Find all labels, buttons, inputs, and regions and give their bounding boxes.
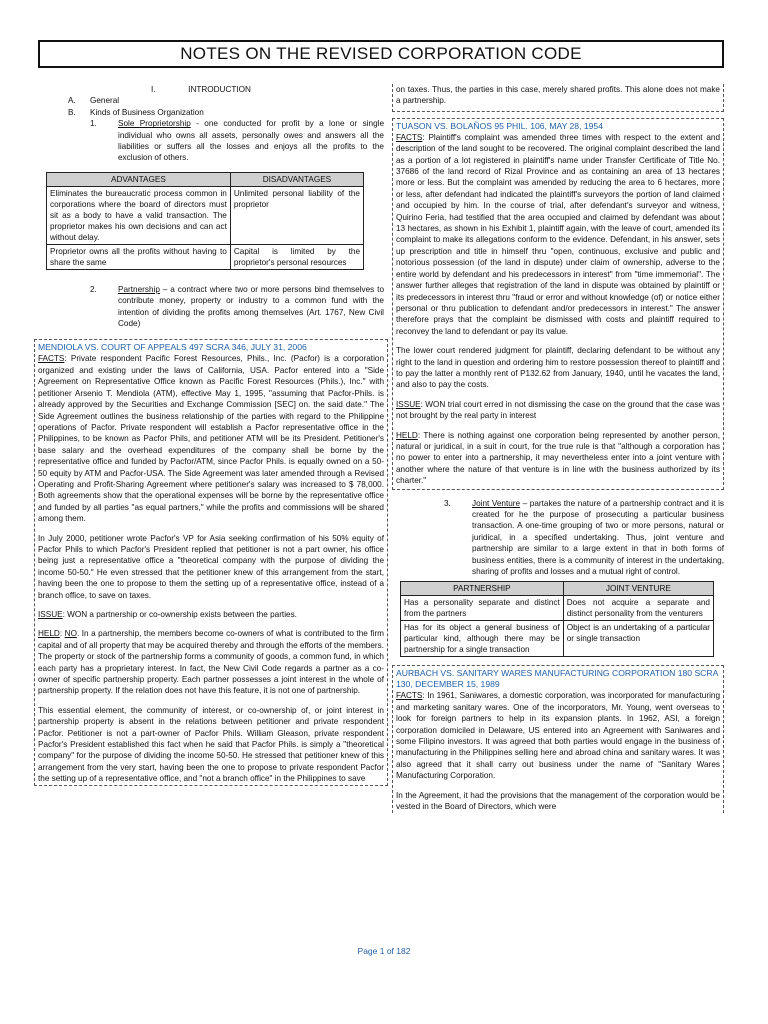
table-header: ADVANTAGES [47, 172, 231, 186]
case-title: MENDIOLA VS. COURT OF APPEALS 497 SCRA 346, JULY 31, 2006 [38, 342, 307, 353]
held-text: . In a partnership, the members become co-owners of what is contributed to the firm capital and of all property that may be acquired thereby and through the efforts of the members. The property or stock of the partnership forms a community of goods, a common fund, in which each party has a proprietary interest. In fact, the New Civil Code regards a partner as a co-owner of specific partnership property. Each partner possesses a joint interest in the whole of partnership property. If the relation does not have this feature, it is not one of partnership. [38, 629, 384, 696]
held-text: : There is nothing against one corporation being represented by another person, natural or juridical, in a suit in court, for the true rule is that "although a corporation has no power to enter into a partnership, it may nevertheless enter into a joint venture with another where the nature of that venture is in line with the business authorized by its charter." [396, 430, 720, 486]
facts-text: : Private respondent Pacific Forest Resources, Phils., Inc. (Pacfor) is a corporation organized and existing under the laws of California, USA. Pacfor entered into a "Side Agreement on Representative Office known as Pacific Forest Resources (Phils.), Inc." with petitioner Arsenio T. Mendiola (ATM), effective May 1, 1995, "assuming that Pacfor-Phils. is already approved by the Securities and Exchange Commission [SEC] on. the said date." The Side Agreement outlines the business relationship of the parties with regard to the Philippine operations of Pacfor. Private respondent will establish a Pacfor representative office in the Philippines, to be known as Pacfor Phils, and petitioner ATM will be its President. Petitioner's base salary and the overhead expenditures of the company shall be borne by the representative office and funded by Pacfor/ATM, since Pacfor Phils. is equally owned on a 50-50 equity by ATM and Pacfor-USA. The Side Agreement was later amended through a Revised Operating and Profit-Sharing Agreement where petitioner's salary was increased to $ 78,000. Both agreements show that the operational expenses will be borne by the representative office and funded by all parties "as equal partners," while the profits and commissions will be shared among them. [38, 354, 384, 524]
issue-text: : WON trial court erred in not dismissing the case on the ground that the case was not brought by the real party in interest [396, 399, 720, 421]
issue-label: ISSUE [38, 610, 63, 619]
table-cell: Object is an undertaking of a particular or single transaction [563, 621, 713, 657]
table-header-row [47, 172, 364, 186]
item-body [472, 498, 724, 578]
item-body [118, 284, 384, 330]
outline-numeral: I. [151, 85, 156, 94]
table-row [401, 596, 714, 621]
joint-venture-item [392, 498, 724, 578]
table-row [47, 186, 364, 244]
partnership-item [38, 284, 384, 330]
table-cell: Has a personality separate and distinct from the partners [401, 596, 564, 621]
case-issue [38, 609, 384, 620]
page-title: NOTES ON THE REVISED CORPORATION CODE [180, 44, 582, 63]
facts-label: FACTS [396, 691, 423, 701]
title-box [38, 40, 724, 68]
table-cell: Does not acquire a separate and distinct personality from the venturers [563, 596, 713, 621]
jv-table-wrap [400, 581, 714, 657]
outline-b-letter: B. [68, 107, 76, 117]
issue-label: ISSUE [396, 399, 421, 409]
item-body [118, 118, 384, 164]
facts-text: : In 1961, Saniwares, a domestic corporation, was incorporated for manufacturing and marketing sanitary wares. One of the incorporators, Mr. Young, went overseas to look for foreign partners to help in its expansion plants. In 1962, ASI, a foreign corporation domiciled in Delaware, US entered into an Agreement with Saniwares and some Filipino investors. It was agreed that both parties would engage in the business of manufacturing in the Philippines selling here and abroad china and sanitary wares. It was also agreed that it shall carry out business under the name of "Sanitary Wares Manufacturing Corporation. [396, 691, 720, 781]
table-header: PARTNERSHIP [401, 582, 564, 596]
case-held [396, 430, 720, 487]
case-mendiola-continued [392, 84, 724, 112]
case-tuason [392, 118, 724, 490]
case-aurbach [392, 665, 724, 812]
held-label: HELD [38, 629, 60, 639]
outline-a-text: General [90, 96, 120, 106]
held-label: HELD [396, 430, 418, 440]
outline-b [38, 107, 384, 118]
item-number: 2. [90, 284, 97, 294]
case-facts [38, 353, 384, 524]
held-answer: NO [64, 629, 77, 639]
item-text: – a contract where two or more persons bind themselves to contribute money, property or industry to a common fund with the intention of dividing the profits among themselves (Art. 1767, New Civil Code) [118, 284, 384, 329]
advantages-table-wrap [46, 172, 364, 270]
advantages-table [46, 172, 364, 270]
item-text: – partakes the nature of a partnership contract and it is created for he the purpose of prosecuting a particular business transaction. A one-time grouping of two or more persons, natural or juridical, in a specified undertaking. Thus, joint venture and partnership are similar to a large extent in that in both forms of business entities, there is a community of interest in the undertaking, sharing of profits and losses and a mutual right of control. [472, 498, 724, 577]
table-row [47, 244, 364, 269]
item-label: Sole Proprietorship [118, 119, 191, 129]
table-cell: Eliminates the bureaucratic process common in corporations where the board of directors must sit as a body to have a valid transaction. The proprietor makes his own decisions and can act without delay. [47, 186, 231, 244]
table-cell: Capital is limited by the proprietor's personal resources [230, 244, 363, 269]
issue-text: : WON a partnership or co-ownership exists between the parties. [62, 610, 297, 619]
page-number: Page 1 of 182 [357, 946, 411, 956]
case-held: HELD: NO. In a partnership, the members become co-owners of what is contributed to the firm capital and of all property that may be acquired thereby and through the efforts of the members. The property or stock of the partnership forms a community of goods, a common fund, in which each party has a proprietary interest. In fact, the New Civil Code regards a partner as a co-owner of specific partnership property. Each partner possesses a joint interest in the whole of partnership property. If the relation does not have this feature, it is not one of partnership. [38, 629, 384, 696]
case-issue [396, 399, 720, 422]
facts-text: : Plaintiff's complaint was amended three times with respect to the extent and description of the land sought to be recovered. The original complaint described the land as a portion of a lot registered in plaintiff's name under Transfer Certificate of Title No. 37686 of the land record of Rizal Province and as containing an area of 13 hectares more or less. But the complaint was amended by reducing the area to 6 hectares, more or less, after defendant had indicated the plaintiff's surveyors the portion of land claimed and occupied by him. In the course of trial, after defendant's surveyor and witness, Quirino Feria, had testified that the area occupied and claimed by defendant was about 13 hectares, as shown in his Exhibit 1, plaintiff again, with the leave of court, amended its complaint to make its allegations conform to the evidence. Defendant, in his answer, sets up prescription and title in himself thru "open, continuous, exclusive and public and notorious possession (of the land in dispute) under claim of ownership, adverse to the entire world by defendant and his predecessors in interest" from "time immemorial". The answer further alleges that registration of the land in dispute was obtained by plaintiff or its predecessors in interest thru "fraud or error and without knowledge (of) or notice either personal or thru publication to defendant and/or predecessors in interest." The answer therefore prays that the complaint be dismissed with costs and plaintiff required to reconvey the land to defendant or pay its value. [396, 132, 720, 336]
item-number: 3. [444, 498, 451, 508]
case-facts [396, 690, 720, 781]
sole-proprietorship-item [38, 118, 384, 164]
left-column [38, 84, 384, 786]
outline-heading: INTRODUCTION [188, 85, 251, 94]
item-number: 1. [90, 119, 97, 129]
table-header: DISADVANTAGES [230, 172, 363, 186]
case-title: AURBACH VS. SANITARY WARES MANUFACTURING CORPORATION 180 SCRA 130, DECEMBER 15, 1989 [396, 668, 718, 690]
item-label: Joint Venture [472, 498, 521, 508]
right-column [392, 84, 724, 813]
facts-label: FACTS [38, 354, 65, 364]
case-paragraph: on taxes. Thus, the parties in this case, merely shared profits. This alone does not make a partnership. [396, 85, 720, 106]
table-cell: Proprietor owns all the profits without having to share the same [47, 244, 231, 269]
outline-a [38, 95, 384, 106]
table-cell: Unlimited personal liability of the proprietor [230, 186, 363, 244]
outline [38, 84, 384, 118]
table-row [401, 621, 714, 657]
table-cell: Has for its object a general business of particular kind, although there may be partnership for a single transaction [401, 621, 564, 657]
case-mendiola [34, 339, 388, 785]
case-paragraph: In the Agreement, it had the provisions that the management of the corporation would be vested in the Board of Directors, which were [396, 790, 720, 812]
case-paragraph: This essential element, the community of interest, or co-ownership of, or joint interest in partnership property is absent in the relations between petitioner and private respondent Pacfor. Petitioner is not a part-owner of Pacfor Phils. William Gleason, private respondent Pacfor's President established this fact when he said that Pacfor Phils. is simply a "theoretical company" for the purpose of dividing the income 50-50. He stressed that petitioner knew of this arrangement from the very start, having been the one to propose to private respondent Pacfor the setting up of a representative office, and "not a branch office" in the Philippines to save [38, 705, 384, 784]
table-header-row [401, 582, 714, 596]
item-text: - one conducted for profit by a lone or single individual who owns all assets, personally owes and answers all the liabilities or suffers all the losses and enjoys all the profits to the exclusion of others. [118, 119, 384, 163]
partnership-vs-jv-table [400, 581, 714, 657]
outline-level-1 [18, 84, 384, 95]
case-facts [396, 132, 720, 337]
outline-a-letter: A. [68, 96, 76, 106]
case-paragraph: In July 2000, petitioner wrote Pacfor's VP for Asia seeking confirmation of his 50% equity of Pacfor Phils to which Pacfor's President replied that petitioner is not a part owner, his office being just a representative office a "theoretical company with the purpose of dividing the income 50-50." He even stressed that the petitioner knew of this arrangement from the start, having been the one to propose to them the setting up of a representative office, instead of a branch office, to save on taxes. [38, 533, 384, 600]
case-paragraph: The lower court rendered judgment for plaintiff, declaring defendant to be without any right to the land in question and ordering him to restore possession thereof to plaintiff and to pay the latter a monthly rent of P132.62 from January, 1940, until he vacates the land, and also to pay the costs. [396, 346, 720, 390]
case-title: TUASON VS. BOLAÑOS 95 PHIL. 106, MAY 28, 1954 [396, 120, 603, 131]
table-header: JOINT VENTURE [563, 582, 713, 596]
outline-b-text: Kinds of Business Organization [90, 107, 204, 117]
facts-label: FACTS [396, 132, 423, 142]
item-label: Partnership [118, 284, 160, 294]
